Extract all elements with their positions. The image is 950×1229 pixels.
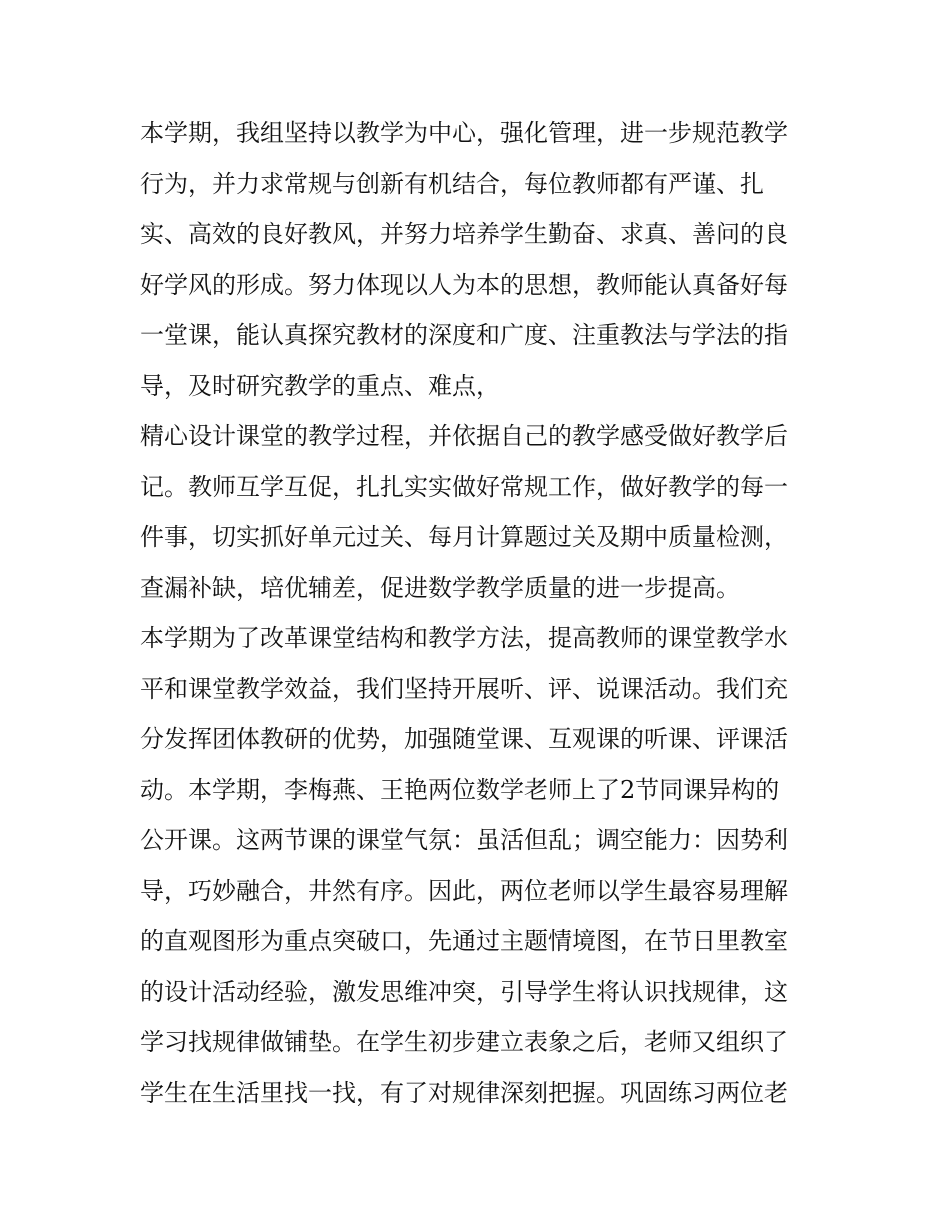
text-line: 学生在生活里找一找，有了对规律深刻把握。巩固练习两位老 — [140, 1078, 788, 1107]
text-line: 记。教师互学互促，扎扎实实做好常规工作，做好教学的每一 — [140, 472, 788, 501]
text-line: 导，巧妙融合，井然有序。因此，两位老师以学生最容易理解 — [140, 876, 788, 905]
body-text — [140, 108, 820, 1118]
text-line: 导，及时研究教学的重点、难点， — [140, 371, 500, 400]
text-line: 行为，并力求常规与创新有机结合，每位教师都有严谨、扎 — [140, 169, 764, 198]
text-line: 本学期，我组坚持以教学为中心，强化管理，进一步规范教学 — [140, 119, 788, 147]
text-line: 平和课堂教学效益，我们坚持开展听、评、说课活动。我们充 — [140, 674, 788, 703]
text-line: 本学期为了改革课堂结构和教学方法，提高教师的课堂教学水 — [140, 624, 788, 652]
text-line: 动。本学期，李梅燕、王艳两位数学老师上了2节同课异构的 — [140, 775, 780, 804]
text-line: 公开课。这两节课的课堂气氛：虽活但乱；调空能力：因势利 — [140, 826, 788, 854]
text-line: 的直观图形为重点突破口，先通过主题情境图，在节日里教室 — [140, 927, 788, 955]
text-line: 学习找规律做铺垫。在学生初步建立表象之后，老师又组织了 — [140, 1028, 788, 1056]
text-line: 一堂课，能认真探究教材的深度和广度、注重教法与学法的指 — [140, 321, 788, 349]
text-line: 精心设计课堂的教学过程，并依据自己的教学感受做好教学后 — [140, 422, 788, 450]
text-line: 的设计活动经验，激发思维冲突，引导学生将认识找规律，这 — [140, 977, 788, 1006]
text-line: 好学风的形成。努力体现以人为本的思想，教师能认真备好每 — [140, 270, 788, 299]
text-line: 分发挥团体教研的优势，加强随堂课、互观课的听课、评课活 — [140, 725, 788, 753]
text-line: 件事，切实抓好单元过关、每月计算题过关及期中质量检测， — [140, 523, 788, 551]
text-line: 实、高效的良好教风，并努力培养学生勤奋、求真、善问的良 — [140, 220, 788, 248]
text-line: 查漏补缺，培优辅差，促进数学教学质量的进一步提高。 — [140, 573, 740, 602]
